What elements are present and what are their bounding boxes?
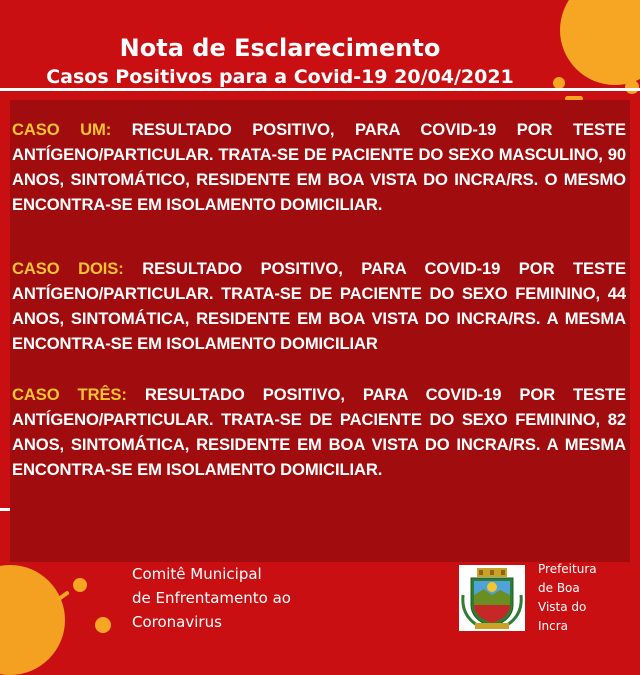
- committee-name: [132, 562, 291, 634]
- page-title: Nota de Esclarecimento: [119, 34, 441, 62]
- case-three: [12, 382, 626, 482]
- case-two-text: RESULTADO POSITIVO, PARA COVID-19 POR TESTE ANTÍGENO/PARTICULAR. TRATA-SE DE PACIENTE DO SEXO FEMININO, 44 ANOS, SINTOMÁTICA, RESIDENTE EM BOA VISTA DO INCRA/RS. A MESMA ENCONTRA-SE EM ISOLAMENTO DOMICILIAR: [12, 259, 626, 353]
- prefeitura-line: de Boa: [538, 581, 580, 595]
- case-two: [12, 256, 626, 356]
- header-divider: [0, 88, 640, 91]
- side-mark: [0, 508, 10, 511]
- prefeitura-line: Incra: [538, 619, 569, 633]
- case-one-label: CASO UM:: [12, 120, 112, 139]
- prefeitura-line: Prefeitura: [538, 562, 597, 576]
- committee-line: Coronavirus: [132, 613, 222, 631]
- municipal-coat-of-arms-icon: [459, 565, 525, 631]
- case-two-label: CASO DOIS:: [12, 259, 124, 278]
- page-subtitle: Casos Positivos para a Covid-19 20/04/2021: [46, 66, 514, 88]
- case-three-text: RESULTADO POSITIVO, PARA COVID-19 POR TESTE ANTÍGENO/PARTICULAR. TRATA-SE DE PACIENTE DO SEXO FEMININO, 82 ANOS, SINTOMÁTICA, RESIDENTE EM BOA VISTA DO INCRA/RS. A MESMA ENCONTRA-SE EM ISOLAMENTO DOMICILIAR.: [12, 385, 626, 479]
- case-one-text: RESULTADO POSITIVO, PARA COVID-19 POR TESTE ANTÍGENO/PARTICULAR. TRATA-SE DE PACIENTE DO SEXO MASCULINO, 90 ANOS, SINTOMÁTICO, RESIDENTE EM BOA VISTA DO INCRA/RS. O MESMO ENCONTRA-SE EM ISOLAMENTO DOMICILIAR.: [12, 120, 626, 214]
- case-one: [12, 117, 626, 217]
- case-three-label: CASO TRÊS:: [12, 385, 127, 404]
- committee-line: Comitê Municipal: [132, 565, 262, 583]
- prefeitura-name: [538, 560, 597, 636]
- prefeitura-line: Vista do: [538, 600, 587, 614]
- committee-line: de Enfrentamento ao: [132, 589, 291, 607]
